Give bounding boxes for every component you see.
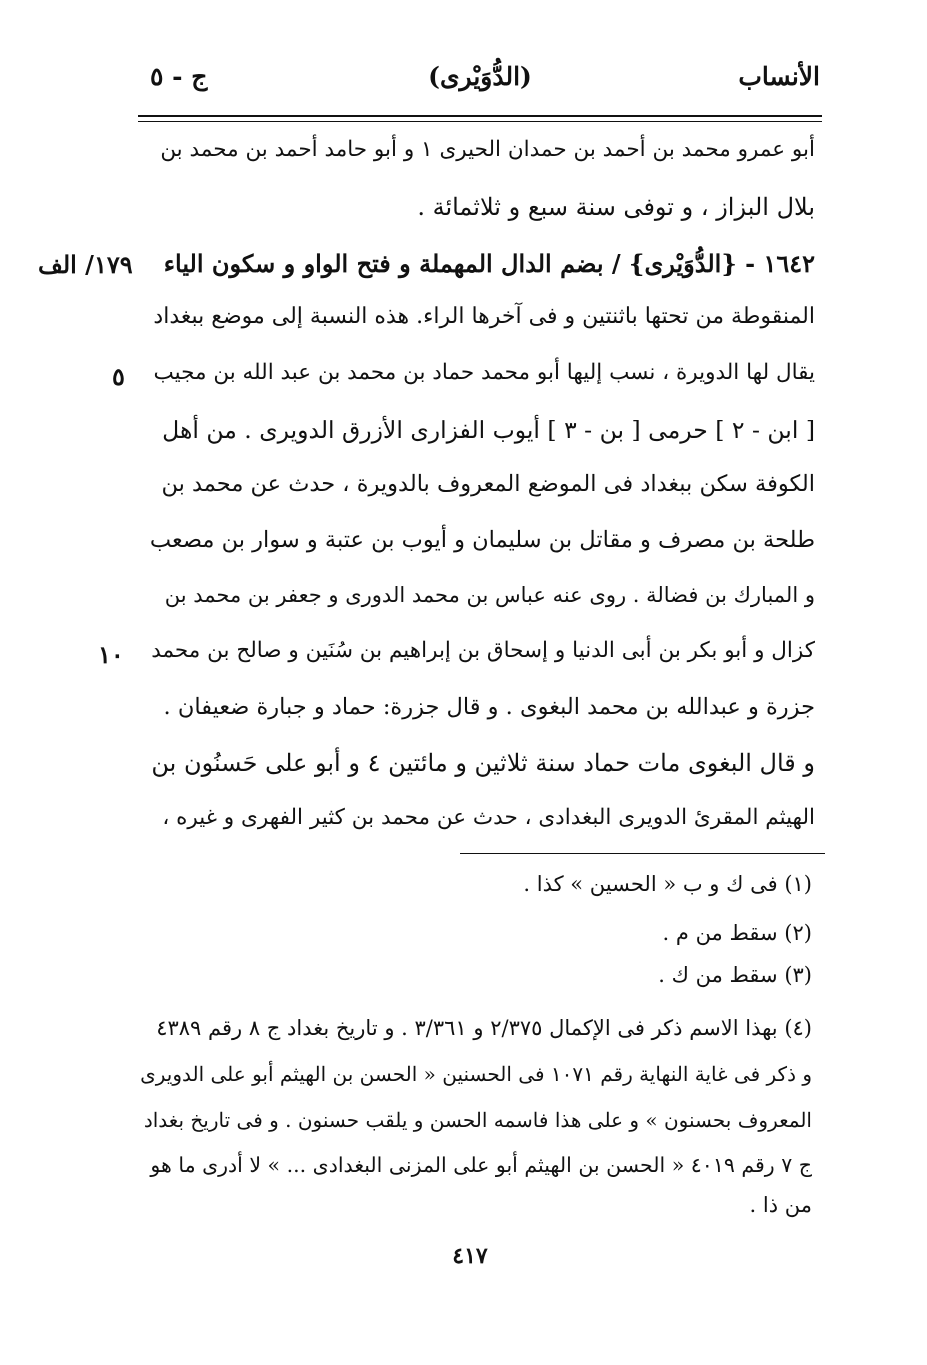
text-line: يقال لها الدويرة ، نسب إليها أبو محمد حماد بن محمد بن عبد الله بن مجيب xyxy=(153,360,815,385)
footnote-rule xyxy=(460,853,825,854)
footnote-3: (٣) سقط من ك . xyxy=(658,963,812,987)
text-line: جزرة و عبدالله بن محمد البغوى . و قال جزرة: حماد و جبارة ضعيفان . xyxy=(163,694,815,720)
header-rule-thick xyxy=(138,115,822,117)
text-line: طلحة بن مصرف و مقاتل بن سليمان و أيوب بن عتبة و سوار بن مصعب xyxy=(149,527,815,553)
footnote-4-line: من ذا . xyxy=(749,1193,812,1217)
folio-marker: ١٧٩/ الف xyxy=(38,250,133,279)
footnote-1: (١) فى ك و ب « الحسين » كذا . xyxy=(523,872,812,896)
footnote-4-line: ج ٧ رقم ٤٠١٩ « الحسن بن الهيثم أبو على المزنى البغدادى ... » لا أدرى ما هو xyxy=(150,1153,812,1177)
text-line: الكوفة سكن ببغداد فى الموضع المعروف بالدويرة ، حدث عن محمد بن xyxy=(161,471,815,497)
text-line: و قال البغوى مات حماد سنة ثلاثين و مائتين ٤ و أبو على حَسنُون بن xyxy=(151,749,815,777)
text-line: الهيثم المقرئ الدويرى البغدادى ، حدث عن محمد بن كثير الفهرى و غيره ، xyxy=(162,805,815,830)
footnote-2: (٢) سقط من م . xyxy=(662,921,812,945)
footnote-4-line: المعروف بحسنون » و على هذا فاسمه الحسن و يلقب حسنون . و فى تاريخ بغداد xyxy=(143,1108,812,1132)
text-line: كزال و أبو بكر بن أبى الدنيا و إسحاق بن إبراهيم بن سُنَين و صالح بن محمد xyxy=(151,638,815,663)
text-line: بلال البزاز ، و توفى سنة سبع و ثلاثمائة . xyxy=(417,193,815,221)
text-line: و المبارك بن فضالة . روى عنه عباس بن محمد الدورى و جعفر بن محمد بن xyxy=(164,583,815,607)
footnote-4-line: و ذكر فى غاية النهاية رقم ١٠٧١ فى الحسنين « الحسن بن الهيثم أبو على الدويرى xyxy=(140,1062,812,1086)
footnote-4: (٤) بهذا الاسم ذكر فى الإكمال ٢/٣٧٥ و ٣/٣٦١ . و تاريخ بغداد ج ٨ رقم ٤٣٨٩ xyxy=(156,1016,812,1040)
header-rule-thin xyxy=(138,121,822,122)
text-line: أبو عمرو محمد بن أحمد بن حمدان الحيرى ١ و أبو حامد أحمد بن محمد بن xyxy=(160,137,815,162)
line-number-5: ٥ xyxy=(112,362,125,391)
book-title: الأنساب xyxy=(738,62,820,91)
nisba-heading: (الدُّوَيْرى) xyxy=(428,62,532,91)
running-header xyxy=(140,62,820,102)
page-number: ٤١٧ xyxy=(452,1243,488,1269)
text-line: المنقوطة من تحتها باثنتين و فى آخرها الراء. هذه النسبة إلى موضع ببغداد xyxy=(153,304,815,329)
volume-number: ج - ٥ xyxy=(150,62,208,91)
text-line: [ ابن - ٢ ] حرمى [ بن - ٣ ] أيوب الفزارى الأزرق الدويرى . من أهل xyxy=(162,416,815,444)
line-number-10: ١٠ xyxy=(98,640,124,669)
entry-heading-line: ١٦٤٢ - {الدُّوَيْرى} / بضم الدال المهملة و فتح الواو و سكون الياء xyxy=(163,249,815,278)
